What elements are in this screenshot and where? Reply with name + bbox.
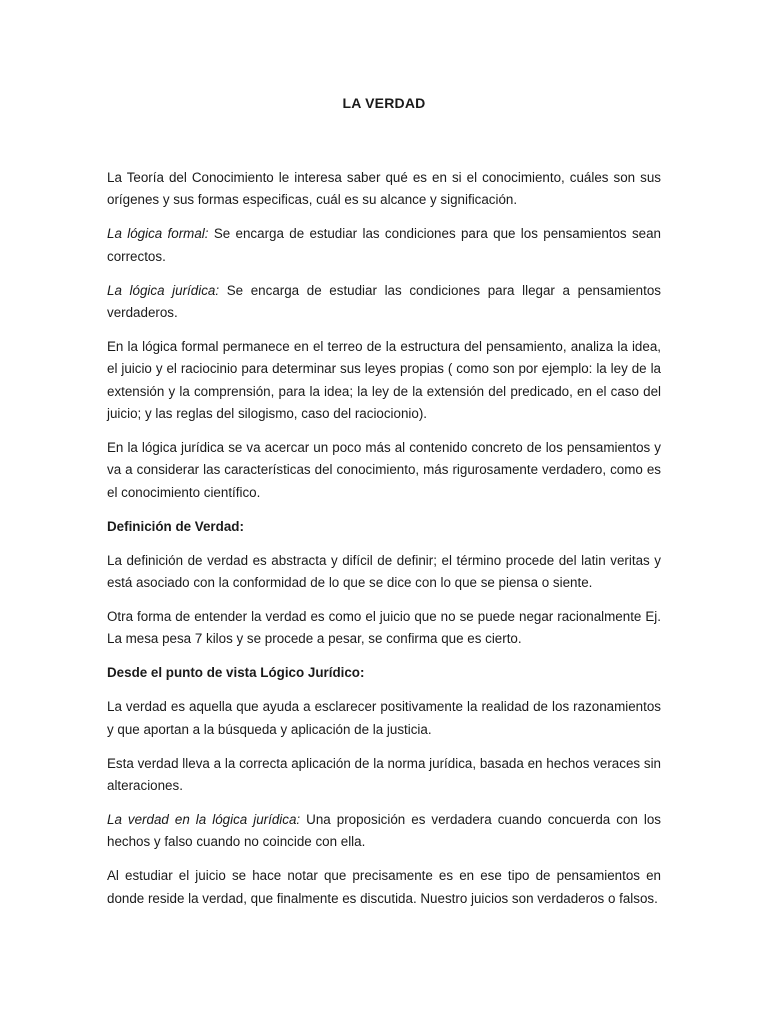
logica-juridica-text: Se encarga de estudiar las condiciones para llegar a pensamientos verdaderos. — [107, 282, 661, 321]
paragraph-norma-juridica: Esta verdad lleva a la correcta aplicación de la norma jurídica, basada en hechos veraces sin alteraciones. — [107, 755, 661, 793]
paragraph-teoria-conocimiento: La Teoría del Conocimiento le interesa saber qué es en si el conocimiento, cuáles son sus orígenes y sus formas especificas, cuál es su alcance y significación. — [107, 170, 661, 208]
paragraph-logica-juridica — [107, 280, 661, 325]
paragraph-contenido-concreto: En la lógica jurídica se va acercar un poco más al contenido concreto de los pensamientos y va a considerar las características del conocimiento, más rigurosamente verdadero, como es el conocimiento científico. — [107, 440, 661, 500]
heading-logico-juridico: Desde el punto de vista Lógico Jurídico: — [107, 665, 365, 681]
logica-formal-label: La lógica formal: — [107, 226, 209, 242]
verdad-logica-juridica-text: Una proposición es verdadera cuando concuerda con los hechos y falso cuando no coincide con ella. — [107, 811, 661, 850]
page-title: LA VERDAD — [342, 95, 426, 111]
logica-juridica-label: La lógica jurídica: — [107, 282, 220, 298]
paragraph-logica-formal — [107, 223, 661, 268]
logica-formal-text: Se encarga de estudiar las condiciones para que los pensamientos sean correctos. — [107, 226, 661, 264]
paragraph-otra-forma: Otra forma de entender la verdad es como el juicio que no se puede negar racionalmente Ej. La mesa pesa 7 kilos y se procede a pesar, se confirma que es cierto. — [107, 609, 661, 647]
paragraph-estudiar-juicio: Al estudiar el juicio se hace notar que precisamente es en ese tipo de pensamientos en donde reside la verdad, que finalmente es discutida. Nuestro juicios son verdaderos o falsos. — [107, 868, 661, 906]
heading-definicion-verdad: Definición de Verdad: — [107, 518, 244, 534]
document-body — [107, 167, 661, 921]
paragraph-esclarecer: La verdad es aquella que ayuda a esclarecer positivamente la realidad de los razonamientos y que aportan a la búsqueda y aplicación de la justicia. — [107, 699, 661, 737]
paragraph-definicion: La definición de verdad es abstracta y difícil de definir; el término procede del latin veritas y está asociado con la conformidad de lo que se dice con lo que se piensa o siente. — [107, 552, 661, 591]
paragraph-estructura-pensamiento: En la lógica formal permanece en el terreo de la estructura del pensamiento, analiza la idea, el juicio y el raciocinio para determinar sus leyes propias ( como son por ejemplo: la ley de la extensión y la comprensión, para la idea; la ley de la extensión del predicado, en el caso del juicio; y las reglas del silogismo, caso del raciocionio). — [107, 338, 661, 422]
paragraph-verdad-logica-juridica — [107, 809, 661, 854]
verdad-logica-juridica-label: La verdad en la lógica jurídica: — [107, 811, 301, 827]
